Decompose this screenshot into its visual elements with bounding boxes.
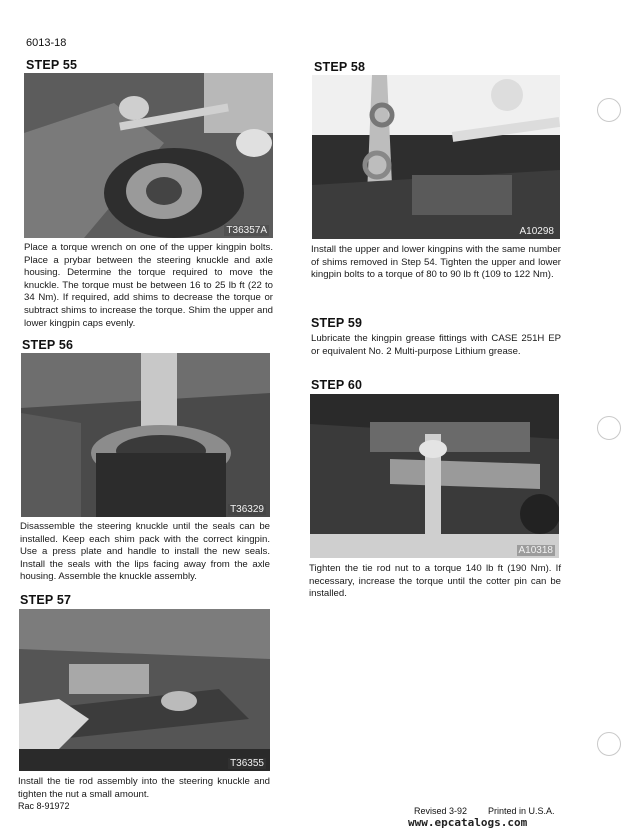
step-57-text: Install the tie rod assembly into the steering knuckle and tighten the nut a small amount. (18, 776, 270, 800)
step-60-photo-code: A10318 (518, 545, 553, 556)
revised-date: Revised 3-92 (414, 806, 468, 816)
step-58-text: Install the upper and lower kingpins with the same number of shims removed in Step 54. Tighten the upper and lower kingpin bolts to a torque of 80 to 90 lb ft (109 to 122 Nm). (311, 244, 561, 281)
binder-hole (597, 98, 621, 122)
step-58-photo (312, 75, 560, 239)
step-58-title: STEP 58 (314, 60, 366, 74)
step-55-photo (24, 73, 273, 238)
step-59-text: Lubricate the kingpin grease fittings with CASE 251H EP or equivalent No. 2 Multi-purpose Lithium grease. (311, 333, 561, 357)
page-number: 6013-18 (26, 37, 67, 49)
step-57-photo (19, 609, 270, 771)
step-55-photo-code: T36357A (226, 225, 267, 236)
step-56-photo-code: T36329 (230, 504, 264, 515)
step-57-photo-code: T36355 (230, 758, 264, 769)
printed-in: Printed in U.S.A. (488, 806, 555, 816)
binder-hole (597, 732, 621, 756)
step-60-text: Tighten the tie rod nut to a torque 140 lb ft (190 Nm). If necessary, increase the torque until the cotter pin can be installed. (309, 563, 561, 600)
step-59-title: STEP 59 (311, 316, 363, 330)
step-60-photo (310, 394, 559, 558)
binder-hole (597, 416, 621, 440)
step-55-title: STEP 55 (26, 58, 78, 72)
step-56-title: STEP 56 (22, 338, 74, 352)
step-57-title: STEP 57 (20, 593, 72, 607)
watermark: www.epcatalogs.com (408, 816, 528, 829)
step-55-text: Place a torque wrench on one of the upper kingpin bolts. Place a prybar between the steering knuckle and axle housing. Determine the torque required to move the knuckle. The torque must be between 16 to 25 lb ft (22 to 34 Nm). If required, add shims to decrease the torque or subtract shims to increase the torque. Shim the upper and lower kingpin caps evenly. (24, 242, 273, 329)
step-60-title: STEP 60 (311, 378, 363, 392)
step-56-text: Disassemble the steering knuckle until the seals can be installed. Keep each shim pack with the correct kingpin. Use a press plate and handle to install the new seals. Install the seals with the lips facing away from the axle housing. Assemble the knuckle assembly. (20, 521, 270, 583)
step-56-photo (21, 353, 270, 517)
document-code: Rac 8-91972 (18, 801, 70, 811)
step-58-photo-code: A10298 (519, 226, 554, 237)
